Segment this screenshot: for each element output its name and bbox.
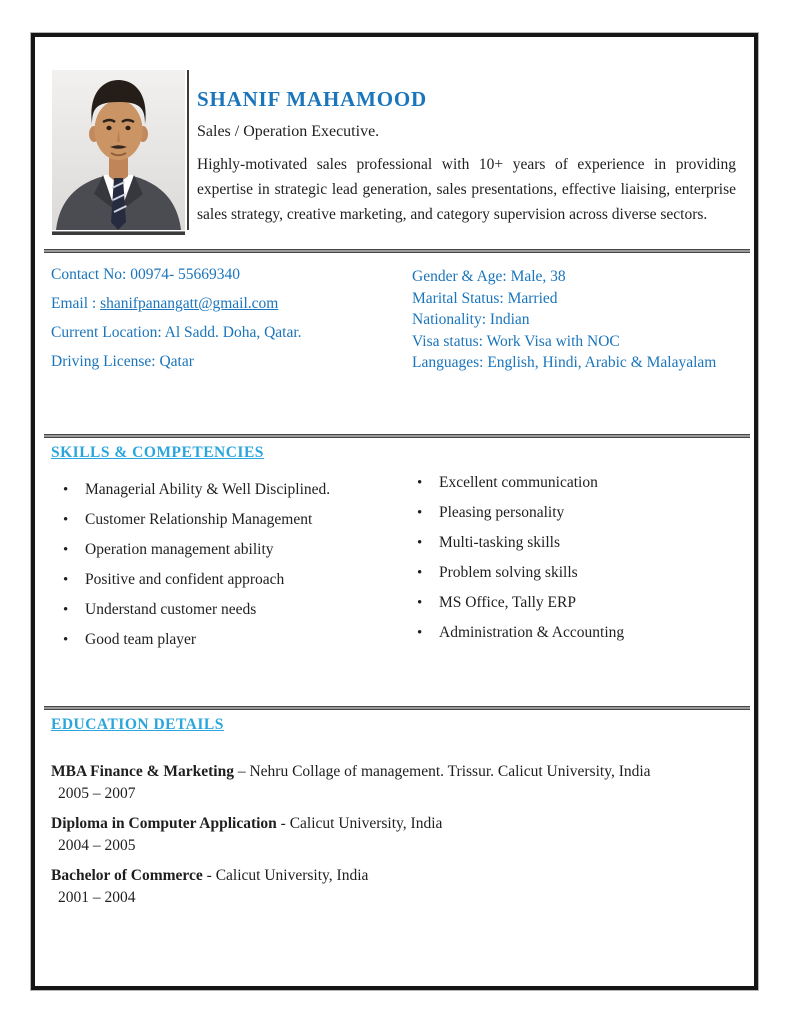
- contact-label: Driving License:: [51, 353, 156, 370]
- bullet-icon: [63, 541, 85, 559]
- bullet-icon: [417, 624, 439, 642]
- contact-value: Qatar: [159, 353, 194, 370]
- profile-photo: [52, 70, 185, 230]
- contact-label: Email :: [51, 295, 97, 312]
- contact-right-column: [394, 266, 740, 382]
- contact-label: Visa status:: [412, 332, 483, 350]
- skill-text: Operation management ability: [85, 541, 274, 558]
- degree-name: Diploma in Computer Application: [51, 815, 277, 832]
- resume-page: [31, 33, 758, 990]
- skill-item: [417, 624, 740, 642]
- institution-text: – Nehru Collage of management. Trissur. Calicut University, India: [237, 763, 651, 780]
- contact-value: Work Visa with NOC: [486, 332, 620, 350]
- skill-text: Good team player: [85, 631, 197, 648]
- education-entry: [51, 865, 740, 909]
- skill-item: [51, 541, 394, 559]
- contact-value: Male, 38: [510, 268, 566, 285]
- contact-value: English, Hindi, Arabic & Malayalam: [487, 354, 717, 371]
- education-years: 2001 – 2004: [58, 889, 136, 906]
- skill-text: MS Office, Tally ERP: [439, 594, 576, 611]
- skill-item: [51, 481, 394, 499]
- skill-text: Customer Relationship Management: [85, 511, 313, 528]
- profile-summary: Highly-motivated sales professional with 10+ years of experience in providing expertise in strategic lead generation, sales presentations, effective liaising, enterprise sales strategy, creative marketing, and category supervision across diverse sectors.: [197, 156, 736, 223]
- contact-value: Al Sadd. Doha, Qatar.: [164, 324, 302, 341]
- skill-item: [51, 571, 394, 589]
- photo-column: [52, 70, 185, 235]
- bullet-icon: [63, 511, 85, 529]
- contact-section: [35, 253, 754, 382]
- skill-item: [417, 474, 740, 492]
- skill-item: [51, 631, 394, 649]
- bullet-icon: [417, 504, 439, 522]
- bullet-icon: [63, 571, 85, 589]
- contact-label: Nationality:: [412, 311, 487, 328]
- job-title: Sales / Operation Executive.: [197, 123, 380, 140]
- bullet-icon: [417, 534, 439, 552]
- institution-text: - Calicut University, India: [280, 815, 443, 832]
- contact-label: Marital Status:: [412, 289, 504, 307]
- skill-text: Excellent communication: [439, 474, 598, 491]
- contact-phone: [51, 266, 394, 283]
- education-entry: [51, 813, 740, 857]
- section-divider: [44, 706, 750, 710]
- education-years: 2005 – 2007: [58, 785, 136, 802]
- institution-text: - Calicut University, India: [206, 867, 369, 884]
- skill-text: Administration & Accounting: [439, 624, 625, 641]
- contact-label: Languages:: [412, 354, 484, 371]
- contact-value: 00974- 55669340: [130, 266, 241, 283]
- contact-label: Gender & Age:: [412, 268, 507, 285]
- skill-text: Problem solving skills: [439, 564, 578, 581]
- education-heading: EDUCATION DETAILS: [51, 716, 224, 733]
- contact-email: [51, 295, 394, 312]
- bullet-icon: [63, 481, 85, 499]
- contact-value: Indian: [489, 311, 530, 328]
- bullet-icon: [417, 594, 439, 612]
- degree-name: MBA Finance & Marketing: [51, 763, 234, 780]
- contact-nationality: [412, 309, 740, 331]
- skills-heading: SKILLS & COMPETENCIES: [51, 444, 264, 461]
- section-divider: [44, 434, 750, 438]
- email-link[interactable]: shanifpanangatt@gmail.com: [100, 295, 279, 312]
- contact-value: Married: [507, 289, 558, 307]
- skill-text: Understand customer needs: [85, 601, 257, 618]
- skill-item: [417, 504, 740, 522]
- header-section: [52, 70, 736, 235]
- contact-languages: [412, 352, 740, 374]
- education-section: [51, 761, 740, 909]
- skill-text: Managerial Ability & Well Disciplined.: [85, 481, 331, 498]
- contact-driving-license: [51, 353, 394, 370]
- skills-left-column: [51, 481, 394, 661]
- skills-right-column: [394, 474, 740, 661]
- education-degree-line: [51, 761, 740, 783]
- education-degree-line: [51, 865, 740, 887]
- bullet-icon: [417, 474, 439, 492]
- education-years: 2004 – 2005: [58, 837, 136, 854]
- contact-label: Contact No:: [51, 266, 127, 283]
- skill-item: [417, 594, 740, 612]
- education-entry: [51, 761, 740, 805]
- skill-text: Positive and confident approach: [85, 571, 285, 588]
- skill-item: [417, 534, 740, 552]
- contact-gender-age: [412, 266, 740, 288]
- skill-item: [51, 601, 394, 619]
- bullet-icon: [63, 631, 85, 649]
- bullet-icon: [417, 564, 439, 582]
- contact-left-column: [51, 266, 394, 382]
- skill-item: [417, 564, 740, 582]
- skills-section: [35, 474, 754, 661]
- contact-location: [51, 324, 394, 341]
- contact-visa-status: [412, 331, 740, 353]
- candidate-name: SHANIF MAHAMOOD: [197, 87, 427, 111]
- degree-name: Bachelor of Commerce: [51, 867, 203, 884]
- bullet-icon: [63, 601, 85, 619]
- skill-item: [51, 511, 394, 529]
- contact-label: Current Location:: [51, 324, 162, 341]
- contact-marital-status: [412, 288, 740, 310]
- skill-text: Multi-tasking skills: [439, 534, 560, 551]
- photo-bottom-border: [52, 231, 185, 235]
- skill-text: Pleasing personality: [439, 504, 565, 521]
- header-text-block: [189, 70, 736, 235]
- education-degree-line: [51, 813, 740, 835]
